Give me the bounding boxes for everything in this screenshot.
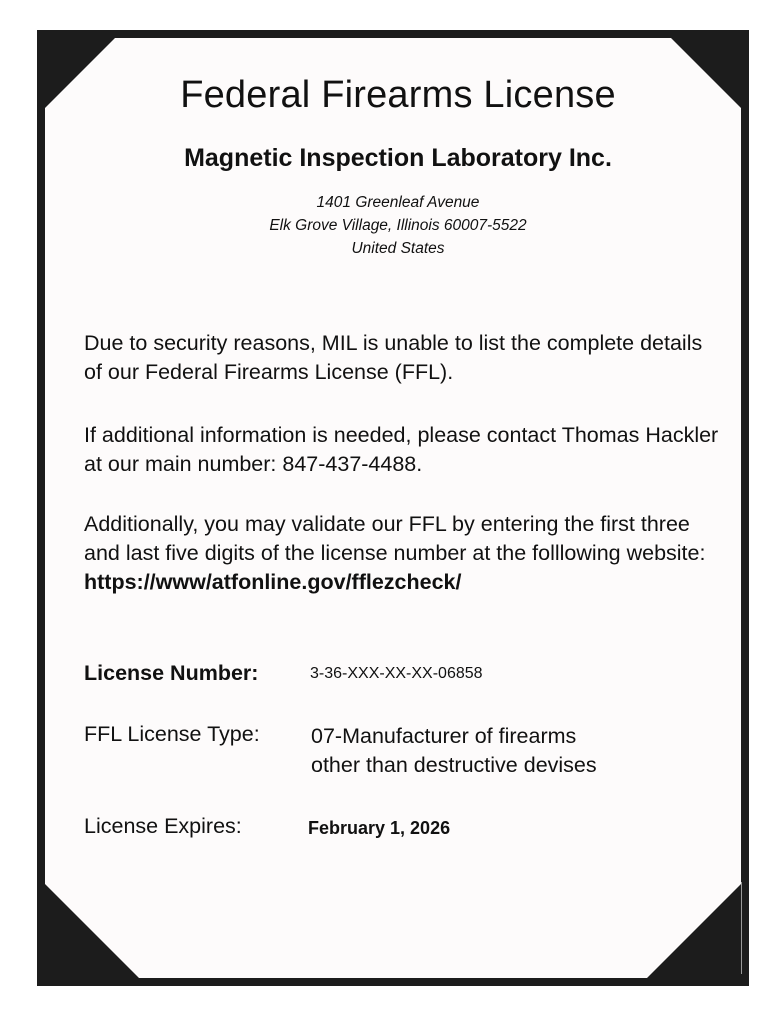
edge-line-divider (741, 882, 742, 974)
address-street: 1401 Greenleaf Avenue (316, 194, 480, 211)
company-name: Magnetic Inspection Laboratory Inc. (184, 144, 612, 172)
license-number-value: 3-36-XXX-XX-XX-06858 (310, 665, 483, 682)
license-expires-label: License Expires: (84, 814, 242, 838)
address-city-state-zip: Elk Grove Village, Illinois 60007-5522 (269, 217, 527, 234)
atf-validation-link[interactable]: https://www/atfonline.gov/fflezcheck/ (84, 570, 462, 594)
license-type-value-line2: other than destructive devises (311, 753, 597, 777)
validate-paragraph (84, 510, 724, 597)
contact-paragraph: If additional information is needed, please contact Thomas Hackler at our main number: 847-437-4488. (84, 423, 719, 476)
license-type-value-line1: 07-Manufacturer of firearms (311, 724, 577, 748)
license-type-value (311, 722, 597, 780)
address-country: United States (351, 240, 445, 257)
license-type-label: FFL License Type: (84, 722, 260, 746)
license-number-label: License Number: (84, 661, 259, 685)
security-notice-paragraph: Due to security reasons, MIL is unable to list the complete details of our Federal Firearms License (FFL). (84, 331, 703, 384)
document-title: Federal Firearms License (180, 74, 616, 116)
license-expires-value: February 1, 2026 (308, 818, 451, 838)
company-address (0, 191, 780, 260)
validate-text: Additionally, you may validate our FFL by entering the first three and last five digits of the license number at the folllowing website: (84, 512, 706, 565)
